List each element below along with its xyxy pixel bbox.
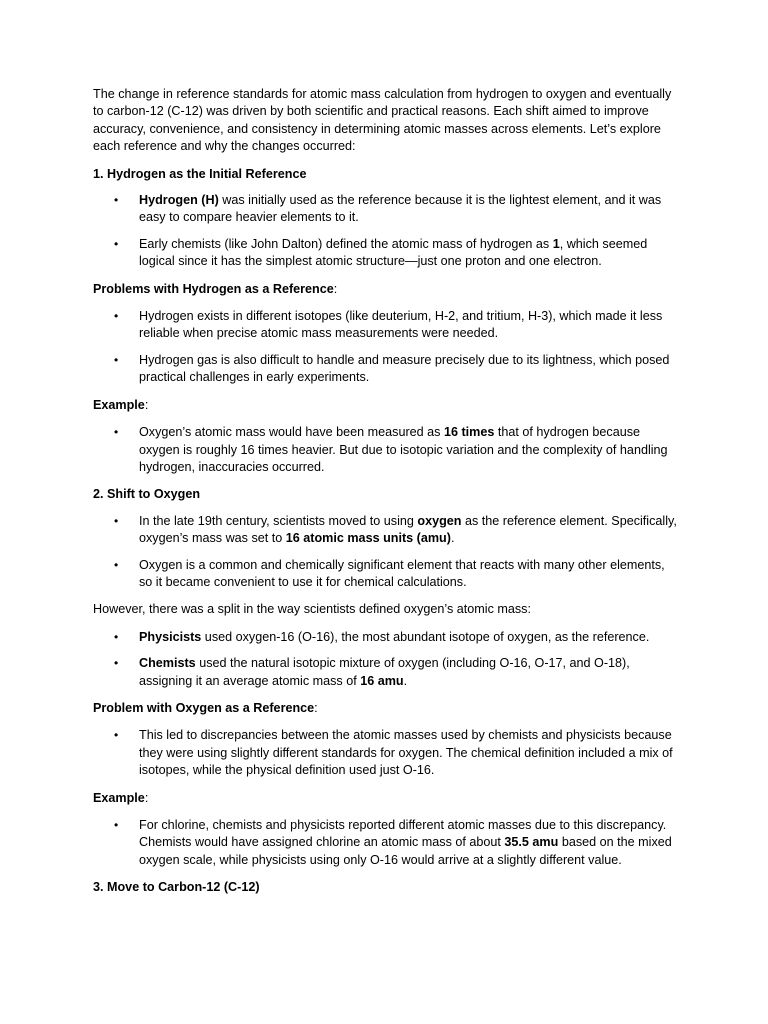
label-text: Problems with Hydrogen as a Reference — [93, 281, 334, 296]
bold-term: 1 — [552, 236, 560, 251]
list-item-text: Early chemists (like John Dalton) defined the atomic mass of hydrogen as — [139, 236, 553, 251]
hydrogen-example-list — [93, 424, 678, 476]
label-text: Problem with Oxygen as a Reference — [93, 700, 315, 715]
problem-oxygen-label — [93, 700, 678, 717]
list-item-text: This led to discrepancies between the atomic masses used by chemists and physicists because they were using slightly different standards for oxygen. The chemical definition included a mix of isotopes, while the physical definition used just O-16. — [139, 728, 673, 778]
colon: : — [314, 700, 318, 715]
list-item — [114, 424, 678, 476]
list-item — [114, 727, 678, 779]
oxygen-problem-list — [93, 727, 678, 779]
list-item — [114, 817, 678, 869]
bullet-icon: • — [114, 728, 119, 743]
list-item-text: was initially used as the reference because it is the lightest element, and it was easy to compare heavier elements to it. — [139, 193, 662, 225]
bold-term: oxygen — [417, 513, 462, 528]
bold-term: Physicists — [139, 629, 202, 644]
list-item-text: used oxygen-16 (O-16), the most abundant isotope of oxygen, as the reference. — [201, 629, 650, 644]
hydrogen-bullet-list — [93, 192, 678, 271]
bullet-icon: • — [114, 236, 119, 251]
split-paragraph: However, there was a split in the way scientists defined oxygen’s atomic mass: — [93, 602, 531, 617]
list-item — [114, 236, 678, 271]
list-item-text: , which seemed logical since it has the simplest atomic structure—just one proton and one electron. — [139, 236, 648, 269]
list-item — [114, 655, 678, 690]
bold-term: 16 atomic mass units (amu) — [285, 531, 451, 546]
colon: : — [333, 281, 338, 296]
list-item-text: Oxygen’s atomic mass would have been measured as — [139, 425, 444, 440]
list-item — [114, 352, 678, 387]
colon: : — [144, 397, 149, 412]
bold-term: Hydrogen (H) — [139, 193, 219, 208]
label-text: Example — [93, 397, 145, 412]
problems-hydrogen-label — [93, 281, 678, 298]
list-item-text: that of hydrogen because oxygen is roughly 16 times heavier. But due to isotopic variation and the complexity of handling hydrogen, inaccuracies occurred. — [139, 425, 668, 474]
bold-term: 16 amu — [360, 673, 404, 688]
list-item-text: Hydrogen exists in different isotopes (like deuterium, H-2, and tritium, H-3), which made it less reliable when precise atomic mass measurements were needed. — [139, 309, 663, 341]
oxygen-bullet-list — [93, 513, 678, 592]
section-heading-oxygen: 2. Shift to Oxygen — [93, 487, 201, 502]
split-bullet-list — [93, 629, 678, 690]
list-item-text: Hydrogen gas is also difficult to handle and measure precisely due to its lightness, which posed practical challenges in early experiments. — [139, 352, 670, 385]
list-item — [114, 513, 678, 548]
section-heading-carbon: 3. Move to Carbon-12 (C-12) — [93, 880, 260, 895]
bullet-icon: • — [114, 656, 119, 671]
list-item — [114, 629, 678, 646]
bullet-icon: • — [114, 425, 119, 440]
list-item-text: In the late 19th century, scientists moved to using — [139, 513, 418, 528]
section-heading-hydrogen: 1. Hydrogen as the Initial Reference — [93, 166, 307, 181]
bold-term: 16 times — [443, 425, 495, 440]
bullet-icon: • — [114, 513, 119, 528]
example-hydrogen-label — [93, 397, 678, 414]
bold-term: Chemists — [139, 656, 196, 671]
label-text: Example — [93, 790, 145, 805]
list-item-text: Oxygen is a common and chemically significant element that reacts with many other elements, so it became convenient to use it for chemical calculations. — [139, 557, 665, 589]
list-item-text: based on the mixed oxygen scale, while physicists using only O-16 would arrive at a slightly different value. — [139, 835, 672, 867]
bullet-icon: • — [114, 352, 119, 367]
intro-paragraph: The change in reference standards for atomic mass calculation from hydrogen to oxygen and eventually to carbon-12 (C-12) was driven by both scientific and practical reasons. Each shift aimed to improve accuracy, convenience, and consistency in determining atomic masses across elements. Let’s explore each reference and why the changes occurred: — [93, 87, 672, 154]
list-item-text: For chlorine, chemists and physicists reported different atomic masses due to this discrepancy. Chemists would have assigned chlorine an atomic mass of about — [139, 818, 667, 850]
list-item-text: used the natural isotopic mixture of oxygen (including O-16, O-17, and O-18), assigning it an average atomic mass of — [139, 656, 630, 688]
bold-term: 35.5 amu — [504, 835, 559, 850]
example-oxygen-label — [93, 790, 678, 807]
bullet-icon: • — [114, 557, 119, 572]
list-item-text: as the reference element. Specifically, oxygen’s mass was set to — [139, 513, 677, 546]
oxygen-example-list — [93, 817, 678, 869]
bullet-icon: • — [114, 193, 119, 208]
bullet-icon: • — [114, 629, 119, 644]
list-item — [114, 308, 678, 343]
list-item — [114, 192, 678, 227]
hydrogen-problems-list — [93, 308, 678, 387]
bullet-icon: • — [114, 818, 119, 832]
colon: : — [144, 790, 149, 805]
list-item-text: . — [450, 531, 455, 546]
bullet-icon: • — [114, 309, 119, 324]
list-item — [114, 557, 678, 592]
list-item-text: . — [403, 673, 408, 688]
